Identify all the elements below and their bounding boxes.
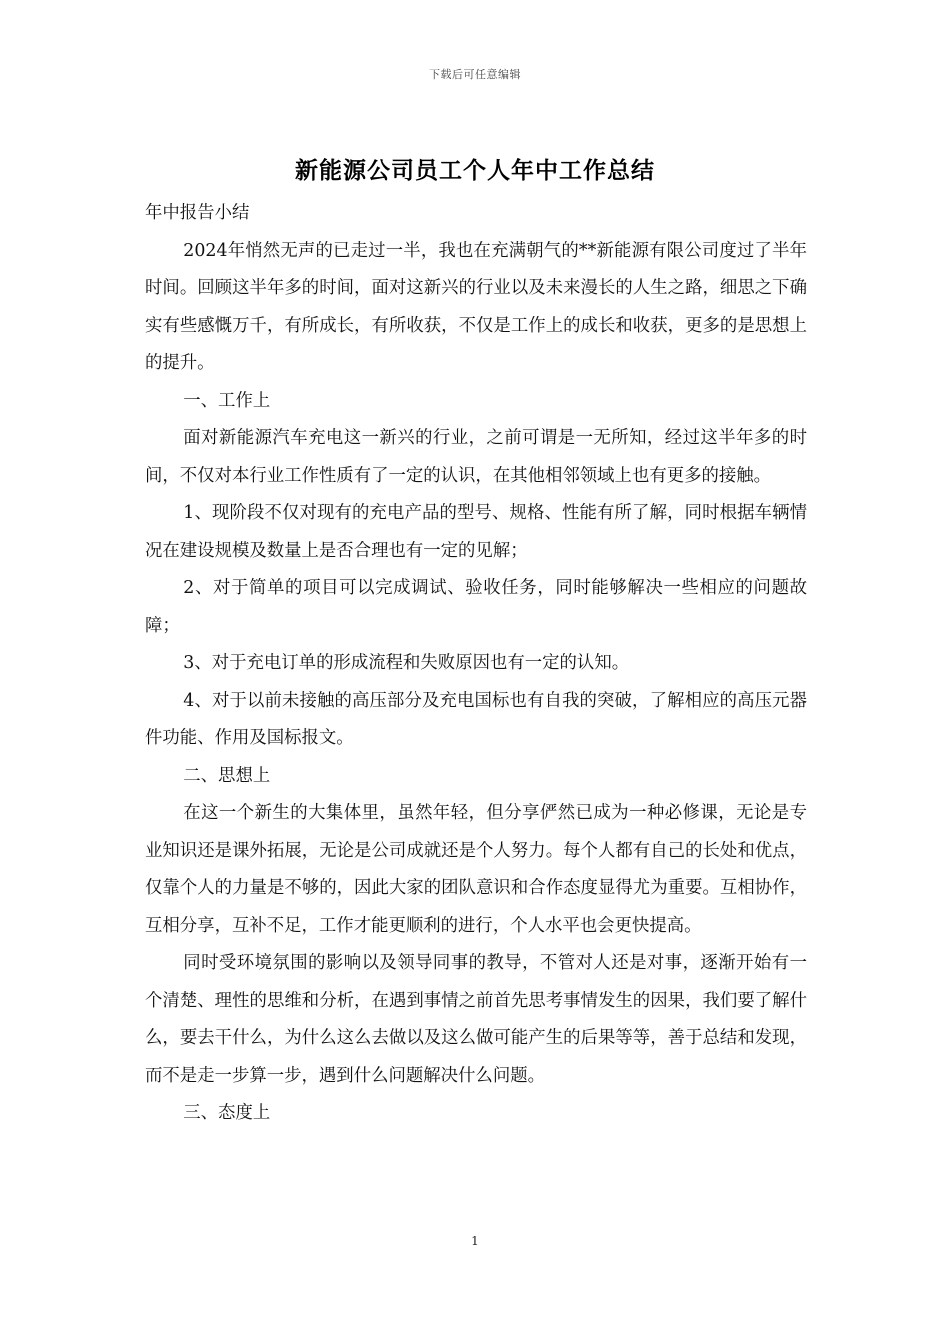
paragraph-thought-1: 在这一个新生的大集体里，虽然年轻，但分享俨然已成为一种必修课，无论是专业知识还是课外拓展，无论是公司成就还是个人努力。每个人都有自己的长处和优点，仅靠个人的力量是不够的，因此大家的团队意识和合作态度显得尤为重要。互相协作，互相分享，互补不足，工作才能更顺利的进行，个人水平也会更快提高。 xyxy=(145,803,807,936)
header-note: 下载后可任意编辑 xyxy=(429,68,521,81)
section-heading-thought: 二、思想上 xyxy=(183,765,271,786)
list-item-work-3: 3、对于充电订单的形成流程和失败原因也有一定的认知。 xyxy=(183,653,630,673)
page-number: 1 xyxy=(471,1234,479,1248)
list-item-work-1: 1、现阶段不仅对现有的充电产品的型号、规格、性能有所了解，同时根据车辆情况在建设规模及数量上是否合理也有一定的见解； xyxy=(145,503,807,561)
section-heading-attitude: 三、态度上 xyxy=(183,1103,271,1123)
list-item-work-2: 2、对于简单的项目可以完成调试、验收任务，同时能够解决一些相应的问题故障； xyxy=(145,578,807,636)
paragraph-intro: 2024年悄然无声的已走过一半，我也在充满朝气的**新能源有限公司度过了半年时间。回顾这半年多的时间，面对这新兴的行业以及未来漫长的人生之路，细思之下确实有些感慨万千，有所成长，有所收获，不仅是工作上的成长和收获，更多的是思想上的提升。 xyxy=(145,240,807,373)
document-title: 新能源公司员工个人年中工作总结 xyxy=(295,157,655,184)
section-heading-work: 一、工作上 xyxy=(183,390,271,411)
document-body xyxy=(145,195,807,1133)
list-item-work-4: 4、对于以前未接触的高压部分及充电国标也有自我的突破，了解相应的高压元器件功能、作用及国标报文。 xyxy=(145,690,807,748)
document-subtitle: 年中报告小结 xyxy=(145,203,250,223)
paragraph-work-overview: 面对新能源汽车充电这一新兴的行业，之前可谓是一无所知，经过这半年多的时间，不仅对本行业工作性质有了一定的认识，在其他相邻领域上也有更多的接触。 xyxy=(145,428,807,486)
paragraph-thought-2: 同时受环境氛围的影响以及领导同事的教导，不管对人还是对事，逐渐开始有一个清楚、理性的思维和分析，在遇到事情之前首先思考事情发生的因果，我们要了解什么，要去干什么，为什么这么去做以及这么做可能产生的后果等等，善于总结和发现，而不是走一步算一步，遇到什么问题解决什么问题。 xyxy=(145,953,807,1086)
